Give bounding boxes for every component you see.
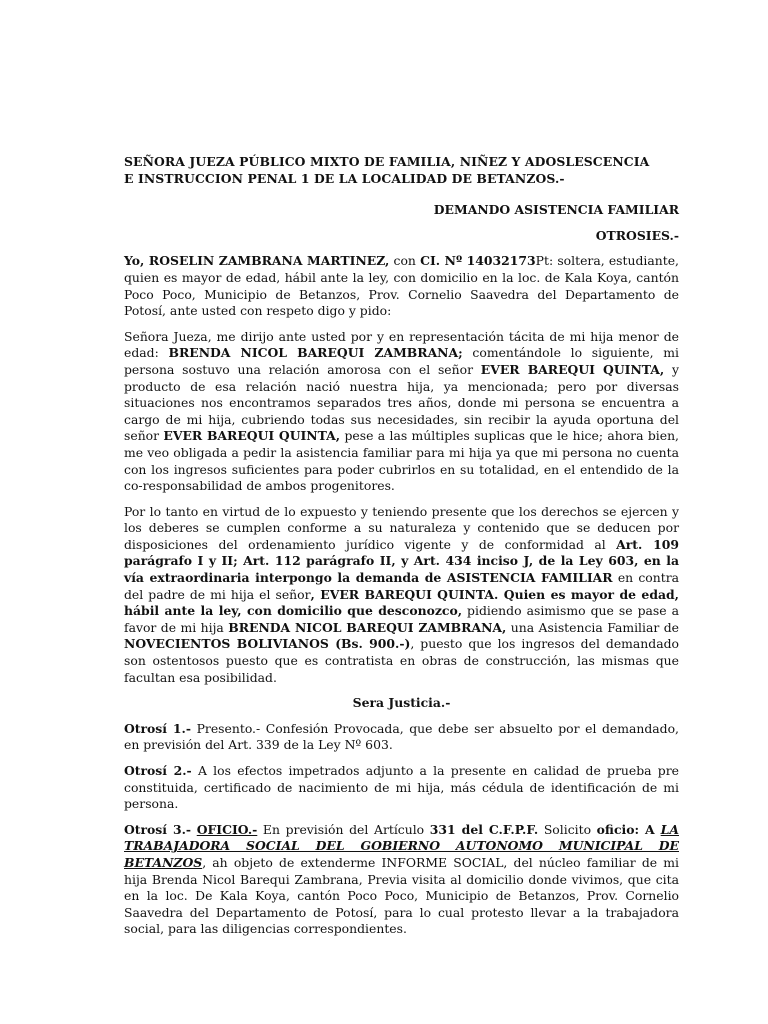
legal-bold-1: Art. 109 parágrafo I y II; Art. 112 parágrafo II, y Art. 434 inciso J, de la Ley 603, en la vía extraordinaria interpongo la demanda de ASISTENCIA FAMILIAR	[124, 536, 680, 586]
facts-bold-1: BRENDA NICOL BAREQUI ZAMBRANA;	[168, 345, 463, 361]
document-body	[124, 154, 679, 938]
oficio-label: OFICIO.-	[196, 821, 258, 837]
legal-text-5: , puesto que los ingresos del demandado son ostentosos puesto que es contratista en obras de construcción, las mismas que facultan esa posibilidad.	[124, 636, 679, 685]
demand-title: DEMANDO ASISTENCIA FAMILIAR	[433, 202, 679, 218]
court-heading-line-2: E INSTRUCCION PENAL 1 DE LA LOCALIDAD DE BETANZOS.-	[124, 170, 565, 186]
facts-text-4: pese a las múltiples suplicas que le hice; ahora bien, me veo obligada a pedir la asistencia familiar para mi hija ya que mi persona no cuenta con los ingresos suficientes para poder cubrirlos en su totalidad, en el entendido de la co-responsabilidad de ambos progenitores.	[124, 428, 679, 494]
otrosi-2-paragraph	[124, 763, 679, 813]
otrosi-3-text-2: Solicito	[538, 821, 597, 837]
facts-bold-3: EVER BAREQUI QUINTA,	[163, 428, 341, 444]
otrosi-3-text-3: , ah objeto de extenderme INFORME SOCIAL, del núcleo familiar de mi hija Brenda Nicol Barequi Zambrana, Previa visita al domicilio donde vivimos, que cita en la loc. De Kala Koya, cantón Poco Poco, Municipio de Betanzos, Prov. Cornelio Saavedra del Departamento de Potosí, para lo cual protesto llevar a la trabajadora social, para las diligencias correspondientes.	[124, 854, 679, 937]
facts-paragraph	[124, 329, 679, 495]
otrosi-1-paragraph	[124, 721, 679, 754]
facts-bold-2: EVER BAREQUI QUINTA,	[480, 361, 665, 377]
otrosi-3-recipient: LA TRABAJADORA SOCIAL DEL GOBIERNO AUTONOMO MUNICIPAL DE BETANZOS	[124, 821, 679, 870]
court-heading-line-1: SEÑORA JUEZA PÚBLICO MIXTO DE FAMILIA, NIÑEZ Y ADOSLESCENCIA	[124, 154, 650, 169]
otrosies-title: OTROSIES.-	[595, 227, 679, 243]
intro-rest: Pt: soltera, estudiante, quien es mayor de edad, hábil ante la ley, con domicilio en la loc. de Kala Koya, cantón Poco Poco, Municipio de Betanzos, Prov. Cornelio Saavedra del Departamento de Potosí, ante usted con respeto digo y pido:	[124, 253, 679, 319]
otrosi-3-text-1: En previsión del Artículo	[257, 821, 430, 837]
otrosi-2-text: A los efectos impetrados adjunto a la presente en calidad de prueba pre constituida, certificado de nacimiento de mi hija, más cédula de identificación de mi persona.	[124, 763, 679, 812]
plaintiff-name: ROSELIN ZAMBRANA MARTINEZ,	[148, 253, 390, 269]
legal-text-2: en contra del padre de mi hija el señor	[124, 570, 680, 602]
otrosi-3-paragraph	[124, 822, 679, 938]
legal-bold-3: BRENDA NICOL BAREQUI ZAMBRANA,	[228, 619, 507, 635]
legal-bold-2: , EVER BAREQUI QUINTA. Quien es mayor de edad, hábil ante la ley, con domicilio que desconozco,	[124, 586, 679, 619]
legal-bold-4: NOVECIENTOS BOLIVIANOS (Bs. 900.-)	[124, 636, 411, 652]
otrosi-3-article: 331 del C.F.P.F.	[429, 821, 539, 837]
otrosi-1-label: Otrosí 1.-	[124, 720, 192, 736]
legal-paragraph	[124, 504, 679, 687]
sera-justicia: Sera Justicia.-	[352, 695, 451, 711]
facts-text-1: Señora Jueza, me dirijo ante usted por y en representación tácita de mi hija menor de edad:	[124, 328, 679, 361]
otrosi-2-label: Otrosí 2.-	[124, 763, 192, 778]
otrosi-3-label: Otrosí 3.-	[124, 821, 192, 837]
legal-text-1: Por lo tanto en virtud de lo expuesto y teniendo presente que los derechos se ejercen y los deberes se cumplen conforme a su naturaleza y contenido que se deducen por disposiciones del ordenamiento jurídico vigente y de conformidad al	[124, 503, 679, 552]
otrosi-3-oficio-a: oficio: A	[596, 821, 661, 837]
intro-yo: Yo,	[124, 253, 149, 269]
legal-text-3: pidiendo asimismo que se pase a favor de mi hija	[124, 603, 679, 635]
facts-text-3: y producto de esa relación nació nuestra hija, ya mencionada; pero por diversas situaciones nos encontramos separados tres años, donde mi persona se encuentra a cargo de mi hija, cubriendo todas sus necesidades, sin recibir la ayuda oportuna del señor	[124, 361, 680, 444]
facts-text-2: comentándole lo siguiente, mi persona sostuvo una relación amorosa con el señor	[124, 345, 680, 377]
intro-paragraph	[124, 253, 679, 319]
intro-con: con	[389, 253, 421, 269]
legal-text-4: una Asistencia Familiar de	[506, 619, 679, 635]
plaintiff-ci: CI. Nº 14032173	[420, 253, 536, 269]
otrosi-1-text: Presento.- Confesión Provocada, que debe ser absuelto por el demandado, en previsión del Art. 339 de la Ley Nº 603.	[124, 720, 679, 753]
